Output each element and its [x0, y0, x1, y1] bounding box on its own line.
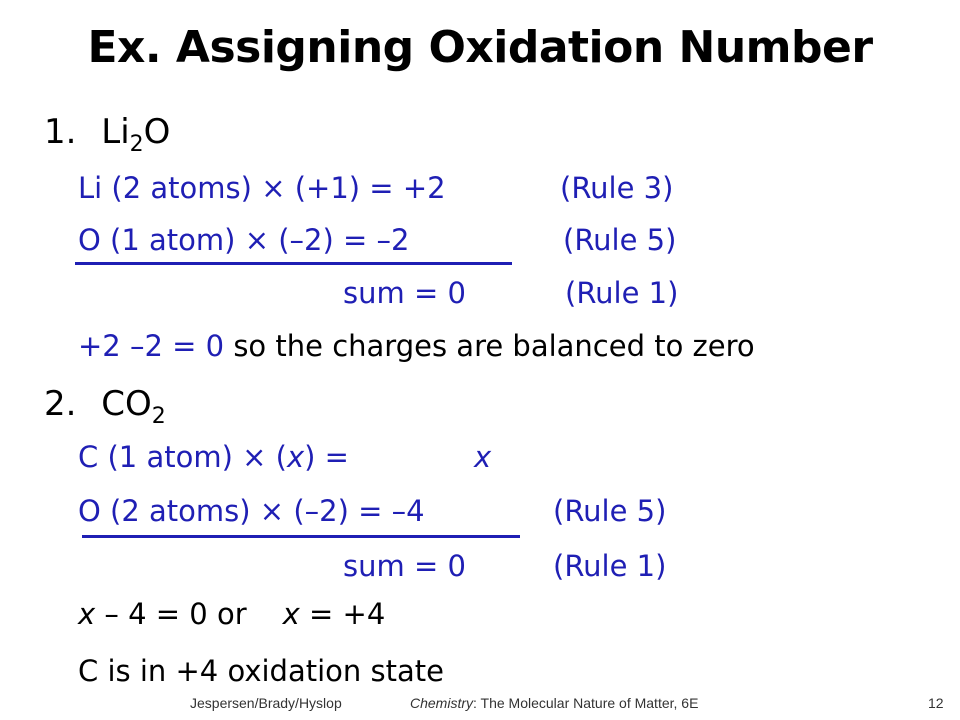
balance-explanation: so the charges are balanced to zero — [224, 329, 755, 363]
formula-element: O — [143, 112, 171, 152]
example-2-equation — [78, 597, 385, 631]
example-2-formula — [101, 384, 166, 429]
example-1-rule-1: (Rule 3) — [560, 171, 674, 205]
example-2-rule-3: (Rule 1) — [553, 549, 667, 583]
sum-divider-line — [75, 262, 512, 265]
sum-divider-line — [82, 535, 520, 538]
footer-page-number: 12 — [928, 695, 944, 711]
variable-x: x — [474, 440, 492, 474]
calc-expression: O (1 atom) × (–2) = –2 — [78, 223, 410, 257]
example-2-number: 2. — [44, 384, 77, 424]
example-1-conclusion — [78, 329, 755, 363]
balance-equation: +2 –2 = 0 — [78, 329, 225, 363]
book-title-italic: Chemistry — [410, 695, 474, 711]
formula-element: CO — [101, 384, 152, 424]
example-1-number: 1. — [44, 112, 77, 152]
example-1-heading — [44, 112, 171, 157]
example-2-line-2 — [78, 494, 425, 528]
book-title-rest: : The Molecular Nature of Matter, 6E — [473, 695, 699, 711]
example-1-rule-2: (Rule 5) — [563, 223, 677, 257]
formula-subscript: 2 — [129, 132, 144, 157]
example-2-sum: sum = 0 — [343, 549, 466, 583]
equation-text: = +4 — [299, 597, 386, 631]
equation-text: – 4 = 0 or — [95, 597, 247, 631]
formula-subscript: 2 — [151, 404, 166, 429]
example-1-line-2 — [78, 223, 409, 257]
example-2-rule-2: (Rule 5) — [553, 494, 667, 528]
variable-x: x — [286, 440, 305, 474]
slide-title: Ex. Assigning Oxidation Number — [87, 22, 873, 73]
example-1-line-1 — [78, 171, 446, 205]
footer-authors: Jespersen/Brady/Hyslop — [190, 695, 342, 711]
example-1-formula — [101, 112, 171, 157]
example-2-line-1 — [78, 440, 349, 474]
example-2-result-1 — [474, 440, 491, 474]
example-1-rule-3: (Rule 1) — [565, 276, 679, 310]
example-2-heading — [44, 384, 166, 429]
example-1-sum: sum = 0 — [343, 276, 466, 310]
calc-expression: C (1 atom) × ( — [78, 440, 287, 474]
formula-element: Li — [101, 112, 130, 152]
calc-expression: O (2 atoms) × (–2) = –4 — [78, 494, 425, 528]
calc-expression: ) = — [304, 440, 349, 474]
variable-x: x — [78, 597, 96, 631]
variable-x: x — [282, 597, 300, 631]
example-2-final-statement: C is in +4 oxidation state — [78, 654, 444, 688]
calc-expression: Li (2 atoms) × (+1) = +2 — [78, 171, 446, 205]
footer-book-title — [410, 695, 698, 711]
